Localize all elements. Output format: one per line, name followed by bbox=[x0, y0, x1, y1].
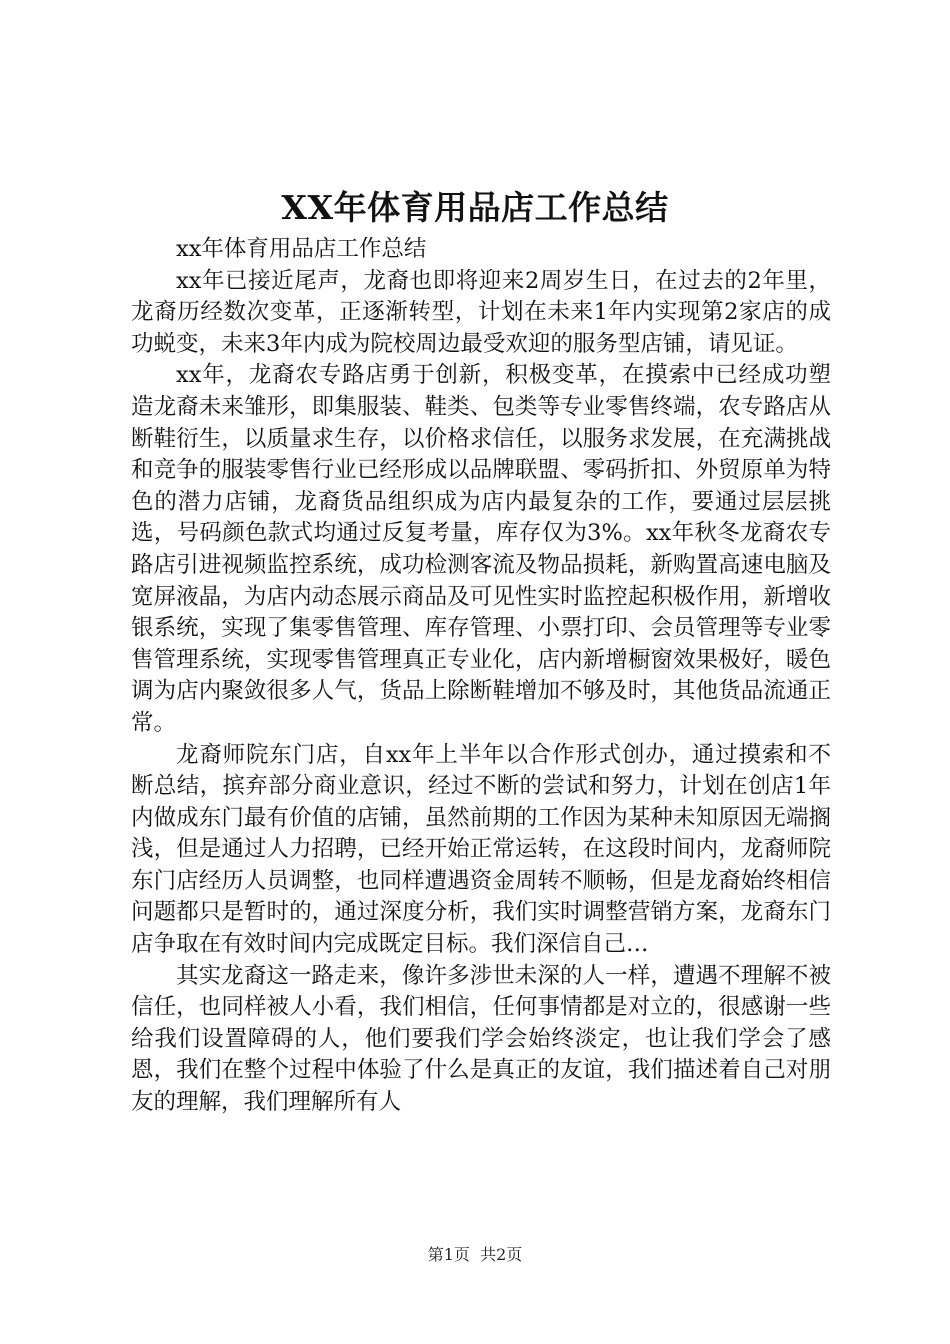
paragraph-reflection: 其实龙裔这一路走来，像许多涉世未深的人一样，遭遇不理解不被信任，也同样被人小看，我们相信，任何事情都是对立的，很感谢一些给我们设置障碍的人，他们要我们学会始终淡定，也让我们学会了感恩，我们在整个过程中体验了什么是真正的友谊，我们描述着自己对朋友的理解，我们理解所有人 bbox=[131, 962, 831, 1116]
page-number-total: 共2页 bbox=[480, 1245, 523, 1264]
document-body bbox=[131, 234, 831, 1119]
paragraph-subtitle: xx年体育用品店工作总结 bbox=[176, 236, 427, 262]
page-footer bbox=[0, 1244, 950, 1266]
page-number-current: 第1页 bbox=[427, 1245, 470, 1264]
document-title: XX年体育用品店工作总结 bbox=[281, 188, 669, 227]
paragraph-dongmen-store: 龙裔师院东门店，自xx年上半年以合作形式创办，通过摸索和不断总结，摈弃部分商业意识，经过不断的尝试和努力，计划在创店1年内做成东门最有价值的店铺，虽然前期的工作因为某种未知原因无端搁浅，但是通过人力招聘，已经开始正常运转，在这段时间内，龙裔师院东门店经历人员调整，也同样遭遇资金周转不顺畅，但是龙裔始终相信问题都只是暂时的，通过深度分析，我们实时调整营销方案，龙裔东门店争取在有效时间内完成既定目标。我们深信自己… bbox=[131, 741, 831, 958]
paragraph-intro: xx年已接近尾声，龙裔也即将迎来2周岁生日，在过去的2年里，龙裔历经数次变革，正逐渐转型，计划在未来1年内实现第2家店的成功蜕变，未来3年内成为院校周边最受欢迎的服务型店铺，请见证。 bbox=[131, 267, 831, 357]
paragraph-nongzhuan-store: xx年，龙裔农专路店勇于创新，积极变革，在摸索中已经成功塑造龙裔未来雏形，即集服装、鞋类、包类等专业零售终端，农专路店从断鞋衍生，以质量求生存，以价格求信任，以服务求发展，在充满挑战和竞争的服装零售行业已经形成以品牌联盟、零码折扣、外贸原单为特色的潜力店铺，龙裔货品组织成为店内最复杂的工作，要通过层层挑选，号码颜色款式均通过反复考量，库存仅为3%。xx年秋冬龙裔农专路店引进视频监控系统，成功检测客流及物品损耗，新购置高速电脑及宽屏液晶，为店内动态展示商品及可见性实时监控起积极作用，新增收银系统，实现了集零售管理、库存管理、小票打印、会员管理等专业零售管理系统，实现零售管理真正专业化，店内新增橱窗效果极好，暖色调为店内聚敛很多人气，货品上除断鞋增加不够及时，其他货品流通正常。 bbox=[131, 362, 831, 736]
